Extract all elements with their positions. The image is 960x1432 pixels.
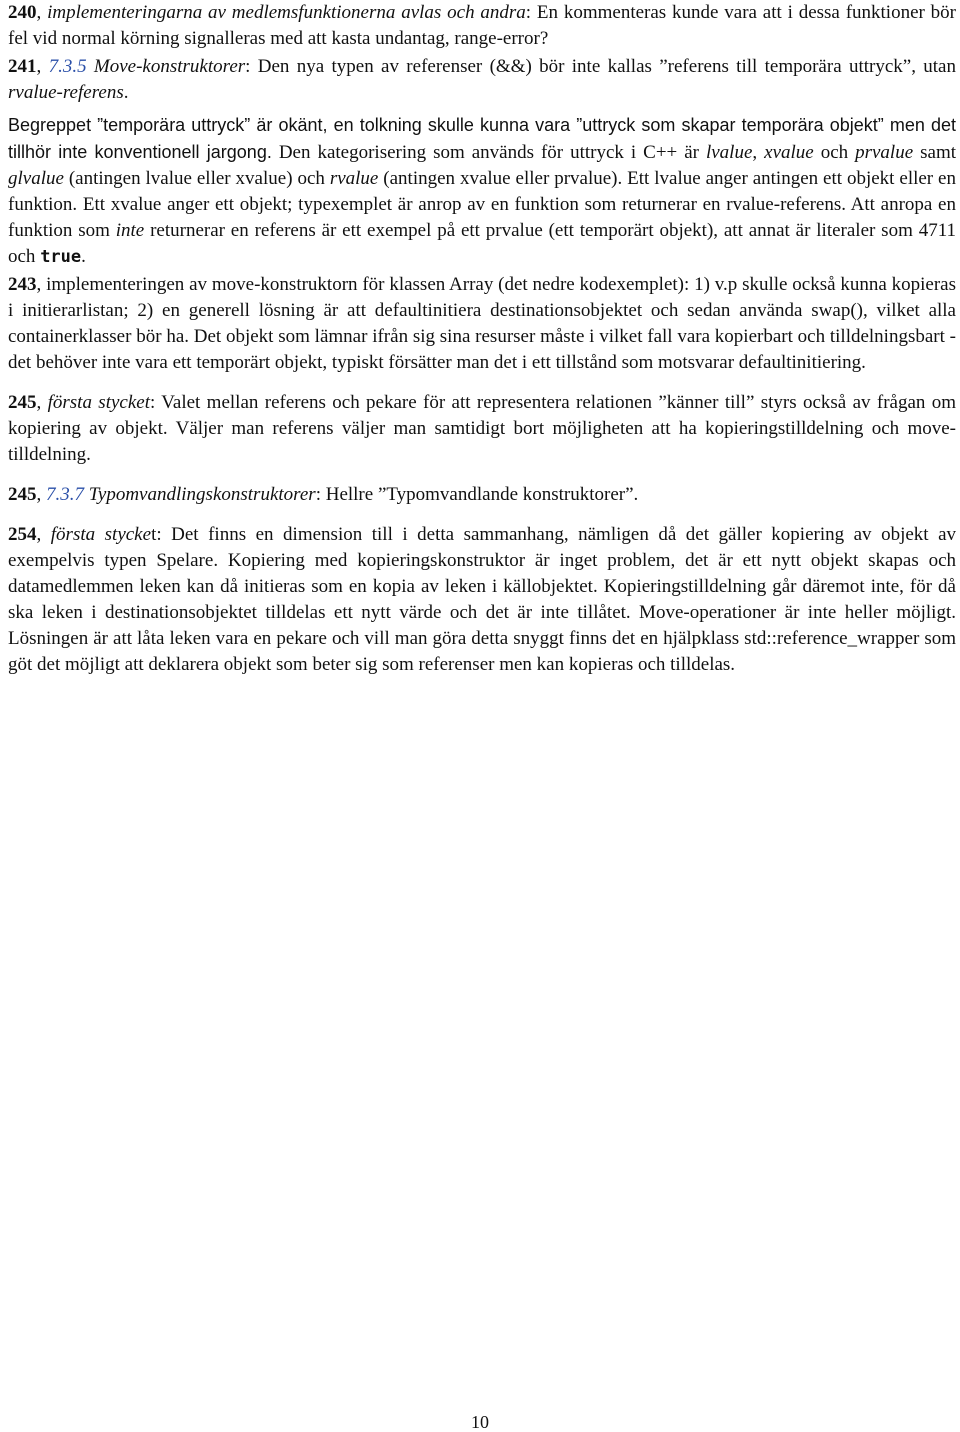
location-ref: Move-konstruktorer xyxy=(93,56,246,77)
separator xyxy=(87,56,94,77)
keyword-true: true xyxy=(40,247,82,267)
errata-entry-245-a xyxy=(8,390,956,468)
separator: , xyxy=(36,484,46,505)
errata-entry-240 xyxy=(8,0,956,52)
section-ref: 7.3.5 xyxy=(48,56,87,77)
entry-paragraph xyxy=(8,54,956,106)
entry-paragraph xyxy=(8,522,956,678)
entry-text: (antingen xvalue eller prvalue). Ett lvalue anger antingen ett objekt eller en funktion. Ett xvalue anger ett objekt; typexemplet är anrop av en funktion som returnerar en rvalue-referens. Att anropa en funktion som xyxy=(8,168,956,241)
entry-text: Begreppet ”temporära uttryck” är okänt, en tolkning skulle kunna vara ”uttryck som skapar temporära objekt” men det tillhör inte konventionell jargong. xyxy=(8,115,956,162)
entry-text: Hellre ”Typomvandlande konstruktorer”. xyxy=(325,484,639,505)
section-ref: 7.3.7 xyxy=(46,484,84,505)
separator: , xyxy=(36,2,48,23)
entry-text: En kommenteras kunde vara att i dessa funktioner bör fel vid normal körning signalleras med att kasta undantag, range-error? xyxy=(8,2,956,49)
separator: , xyxy=(36,56,49,77)
entry-text: returnerar en referens är ett exempel på ett prvalue (ett temporärt objekt), att annat är literaler som 4711 och xyxy=(8,220,956,267)
separator: , xyxy=(752,142,765,163)
separator: : xyxy=(245,56,258,77)
term-inte: inte xyxy=(115,220,145,241)
page-ref: 245 xyxy=(8,392,37,413)
location-ref: första stycke xyxy=(50,524,152,545)
location-ref: implementeringarna av medlemsfunktionerna avlas och andra xyxy=(47,2,526,23)
page-ref: 243 xyxy=(8,274,37,295)
entry-paragraph xyxy=(8,390,956,468)
page-number: 10 xyxy=(471,1412,489,1432)
page-ref: 240 xyxy=(8,2,37,23)
errata-list xyxy=(8,0,956,692)
term-lvalue: lvalue xyxy=(705,142,753,163)
separator: : xyxy=(525,2,537,23)
term-prvalue: prvalue xyxy=(855,142,914,163)
entry-paragraph xyxy=(8,272,956,376)
location-ref: första stycket xyxy=(47,392,150,413)
errata-entry-245-b xyxy=(8,482,956,508)
entry-paragraph xyxy=(8,482,956,508)
entry-text: samt xyxy=(913,142,957,163)
separator: : xyxy=(315,484,326,505)
punctuation: . xyxy=(123,82,129,103)
term-rvalue: rvalue xyxy=(329,168,379,189)
separator: : xyxy=(156,524,172,545)
entry-text: Det finns en dimension till i detta sammanhang, nämligen då det gäller kopiering av objekt av exempelvis typen Spelare. Kopiering med kopieringskonstruktor är inget problem, det är ett nytt objekt skapas och datamedlemmen leken kan då initieras som en kopia av leken i källobjektet. Kopieringstilldelning går däremot inte, för då ska leken i destinationsobjektet tilldelas ett nytt värde och det är inte tillåtet. Move-operationer är inte heller möjligt. Lösningen är att låta leken vara en pekare och vill man göra detta snyggt finns det en hjälpklass std::reference_wrapper som göt det möjligt att deklarera objekt som beter sig som referenser men kan kopieras och tilldelas. xyxy=(8,524,957,675)
entry-text: och xyxy=(813,142,856,163)
entry-paragraph-2 xyxy=(8,112,956,270)
entry-text: Den nya typen av referenser (&&) bör inte kallas ”referens till temporära uttryck”, utan xyxy=(257,56,956,77)
errata-entry-241 xyxy=(8,54,956,270)
term-xvalue: xvalue xyxy=(764,142,814,163)
separator: , xyxy=(36,524,51,545)
term: rvalue-referens xyxy=(8,82,124,103)
entry-text: Valet mellan referens och pekare för att representera relationen ”känner till” styrs också av frågan om kopiering av objekt. Väljer man referens väljer man samtidigt bort möjligheten att ha kopieringstilldelning och move-tilldelning. xyxy=(8,392,957,465)
entry-text: , implementeringen av move-konstruktorn för klassen Array (det nedre kodexemplet): 1) v.p skulle också kunna kopieras i initierarlistan; 2) en generell lösning är att defaultinitiera destinationsobjektet och sedan använda swap(), vilket alla containerklasser bör ha. Det objekt som lämnar ifrån sig sina resurser måste i vilket fall vara kopierbart och tilldelningsbart - det behöver inte vara ett temporärt objekt, typiskt försätter man det i ett tillstånd som motsvarar defaultinitiering. xyxy=(8,274,956,373)
entry-text: (antingen lvalue eller xvalue) och xyxy=(63,168,330,189)
location-ref-tail: t xyxy=(151,524,157,545)
location-ref: Typomvandlingskonstruktorer xyxy=(88,484,316,505)
errata-entry-243 xyxy=(8,272,956,376)
page-ref: 245 xyxy=(8,484,37,505)
page-ref: 241 xyxy=(8,56,37,77)
page-ref: 254 xyxy=(8,524,37,545)
separator: : xyxy=(150,392,162,413)
errata-entry-254 xyxy=(8,522,956,678)
separator: , xyxy=(36,392,48,413)
term-glvalue: glvalue xyxy=(8,168,64,189)
punctuation: . xyxy=(81,246,86,267)
entry-text: Den kategorisering som används för uttryck i C++ är xyxy=(271,142,706,163)
entry-paragraph xyxy=(8,0,956,52)
